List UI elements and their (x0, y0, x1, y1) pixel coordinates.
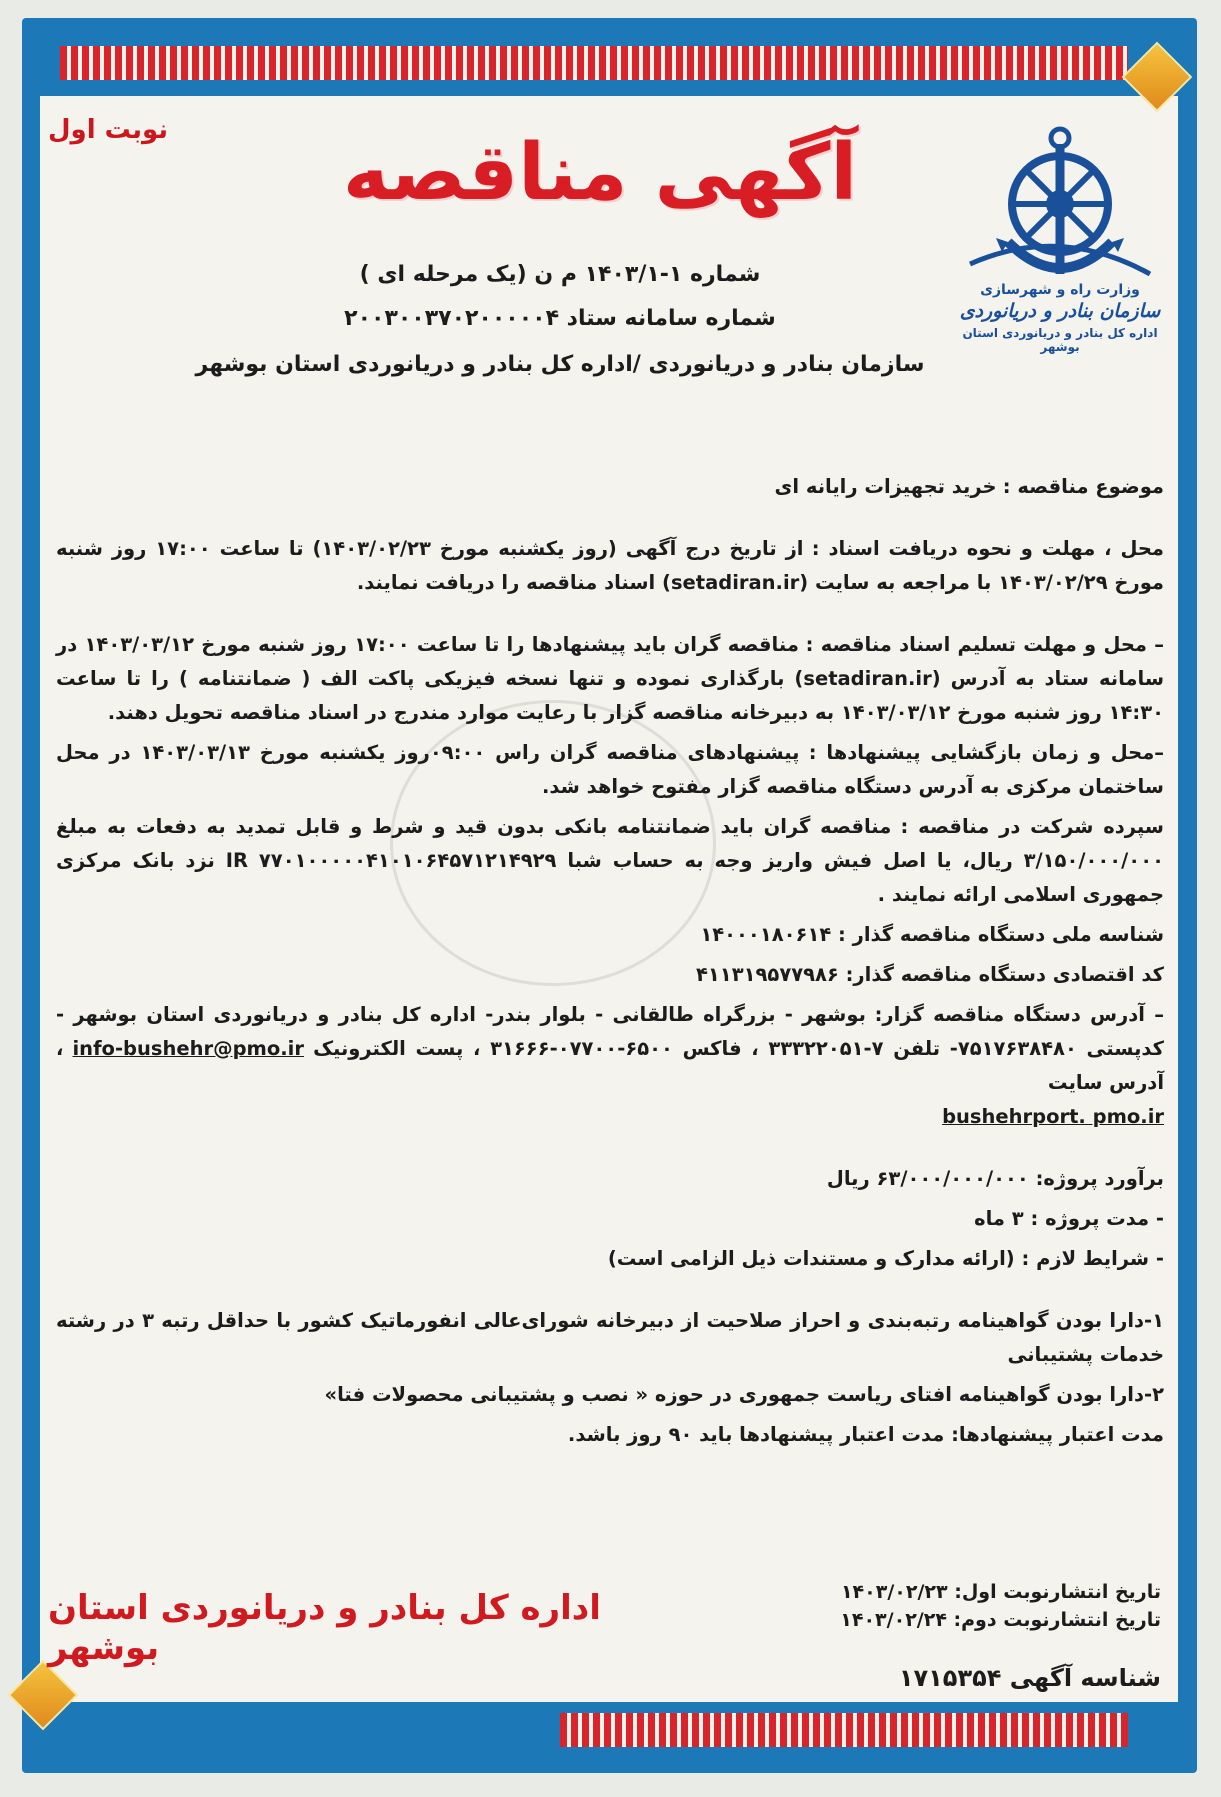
page-title: آگهی مناقصه (342, 128, 858, 218)
tender-number: شماره ۱-۱۴۰۳/۱ م ن (یک مرحله ای ) (359, 262, 761, 287)
submit-paragraph (56, 628, 1164, 730)
submit-text: مناقصه گران باید پیشنهادها را تا ساعت ۱۷:۰۰ روز شنبه مورخ ۱۴۰۳/۰۳/۱۲ در سامانه ستاد به آدرس (setadiran.ir) بارگذاری نموده و تنها نسخه فیزیکی پاکت الف ( ضمانتنامه ) را تا ساعت ۱۴:۳۰ روز شنبه مورخ ۱۴۰۳/۰۳/۱۲ به دبیرخانه مناقصه گزار با رعایت موارد مندرج در اسناد مناقصه تحویل دهند. (56, 633, 1165, 724)
project-duration: - مدت پروژه : ۳ ماه (974, 1207, 1164, 1230)
top-stripe-decoration (60, 46, 1128, 80)
bottom-stripe-decoration (560, 1713, 1128, 1747)
website-link[interactable]: bushehrport. pmo.ir (942, 1105, 1164, 1128)
subject-label: موضوع مناقصه : (1002, 475, 1164, 498)
validity-period: مدت اعتبار پیشنهادها: مدت اعتبار پیشنهادها باید ۹۰ روز باشد. (567, 1423, 1164, 1446)
docs-text: از تاریخ درج آگهی (روز یکشنبه مورخ ۱۴۰۳/۰۲/۲۳) تا ساعت ۱۷:۰۰ روز شنبه مورخ ۱۴۰۳/۰۲/۲۹ با مراجعه به سایت (setadiran.ir) اسناد مناقصه را دریافت نمایند. (56, 537, 1164, 594)
publication-date-2: تاریخ انتشارنوبت دوم: ۱۴۰۳/۰۲/۲۴ (840, 1609, 1161, 1631)
address-label: – آدرس دستگاه مناقصه گزار: (874, 1003, 1165, 1026)
address-paragraph (56, 998, 1164, 1134)
publication-dates (661, 1578, 1161, 1634)
email-link[interactable]: info-bushehr@pmo.ir (72, 1037, 304, 1060)
submit-label: – محل و مهلت تسلیم اسناد مناقصه : (805, 633, 1165, 656)
logo-org-text: سازمان بنادر و دریانوردی (959, 300, 1161, 322)
docs-paragraph (56, 532, 1164, 600)
subject-text: خرید تجهیزات رایانه ای (774, 475, 997, 498)
condition-2: ۲-دارا بودن گواهینامه افتای ریاست جمهوری در حوزه « نصب و پشتیبانی محصولات فتا» (324, 1383, 1164, 1406)
footer-organization: اداره کل بنادر و دریانوردی استان بوشهر (48, 1588, 601, 1668)
publication-round-label: نوبت اول (48, 115, 169, 145)
deposit-label: سپرده شرکت در مناقصه : (900, 815, 1164, 838)
economic-code: کد اقتصادی دستگاه مناقصه گذار: ۴۱۱۳۱۹۵۷۷۹۸۶ (696, 963, 1164, 986)
opening-paragraph (56, 736, 1164, 804)
ad-content (56, 470, 1164, 1458)
opening-label: –محل و زمان بازگشایی پیشنهادها : (808, 741, 1165, 764)
subject-paragraph (56, 470, 1164, 504)
condition-1: ۱-دارا بودن گواهینامه رتبه‌بندی و احراز صلاحیت از دبیرخانه شورای‌عالی انفورماتیک کشور با حداقل رتبه ۳ در رشته خدمات پشتیبانی (56, 1309, 1165, 1366)
ad-identifier: شناسه آگهی ۱۷۱۵۳۵۴ (898, 1664, 1161, 1692)
logo-ministry-text: وزارت راه و شهرسازی (980, 282, 1140, 298)
national-id: شناسه ملی دستگاه مناقصه گذار : ۱۴۰۰۰۱۸۰۶۱۴ (700, 923, 1164, 946)
deposit-paragraph (56, 810, 1164, 912)
project-estimate: برآورد پروژه: ۶۳/۰۰۰/۰۰۰/۰۰۰ ریال (826, 1167, 1164, 1190)
opening-text: پیشنهادهای مناقصه گران راس ۰۹:۰۰روز یکشنبه مورخ ۱۴۰۳/۰۳/۱۳ در محل ساختمان مرکزی به آدرس دستگاه مناقصه گزار مفتوح خواهد شد. (56, 741, 1164, 798)
organization-line: سازمان بنادر و دریانوردی /اداره کل بنادر و دریانوردی استان بوشهر (195, 352, 925, 377)
deposit-text: مناقصه گران باید ضمانتنامه بانکی بدون قید و شرط و قابل تمدید به دفعات به مبلغ ۳/۱۵۰/۰۰۰/۰۰۰ ریال، یا اصل فیش واریز وجه به حساب شبا IR ۷۷۰۱۰۰۰۰۰۴۱۰۱۰۶۴۵۷۱۲۱۴۹۲۹ نزد بانک مرکزی جمهوری اسلامی ارائه نمایند . (56, 815, 1165, 906)
docs-label: محل ، مهلت و نحوه دریافت اسناد : (811, 537, 1164, 560)
required-conditions: - شرایط لازم : (ارائه مدارک و مستندات ذیل الزامی است) (607, 1247, 1164, 1270)
setad-number: شماره سامانه ستاد ۲۰۰۳۰۰۳۷۰۲۰۰۰۰۰۴ (344, 306, 776, 331)
logo-office-text: اداره کل بنادر و دریانوردی استان بوشهر (962, 326, 1158, 354)
publication-date-1: تاریخ انتشارنوبت اول: ۱۴۰۳/۰۲/۲۳ (840, 1581, 1161, 1603)
site-label: ، آدرس سایت (56, 1037, 1164, 1094)
address-text: بوشهر - بزرگراه طالقانی - بلوار بندر- اداره کل بنادر و دریانوردی استان بوشهر - کدپستی ۷۵۱۷۶۳۸۴۸۰- تلفن ۷-۳۳۳۲۲۰۵۱ ، فاکس ۶۵۰۰-۰۷۷۰۰-۳۱۶۶۶ ، پست الکترونیک (56, 1003, 1164, 1060)
